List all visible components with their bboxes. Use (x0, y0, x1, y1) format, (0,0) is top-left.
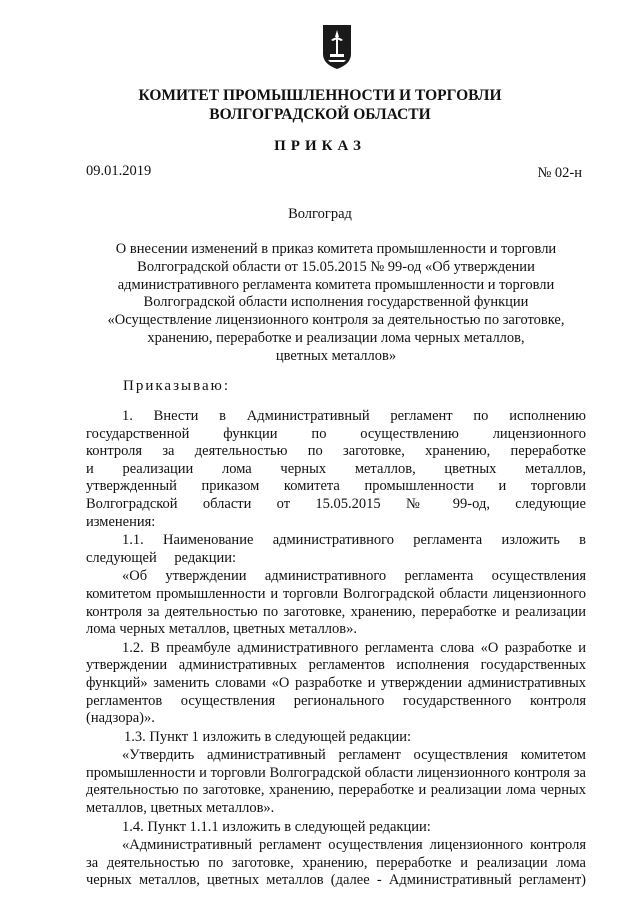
subject-line: цветных металлов» (275, 347, 397, 364)
subject-line: «Осуществление лицензионного контроля за деятельностью по заготовке, (107, 312, 565, 329)
subject-line: Волгоградской области от 15.05.2015 № 99-од «Об утверждении (137, 258, 535, 275)
document-number: № 02-н (537, 165, 582, 181)
paragraph-1: 1. Внести в Административный регламент по исполнению государственной функции по осуществлению лицензионного контроля за деятельностью по заготовке, хранению, переработке и реализации лома черных металлов, цветных металлов, утвержденный приказом комитета промышленности и торговли Волгоградской области от 15.05.2015 № 99-од, следующие изменения: (86, 408, 586, 530)
paragraph-1-3: 1.3. Пункт 1 изложить в следующей редакции: (124, 728, 412, 745)
volgograd-coat-of-arms-icon (322, 24, 352, 70)
document-date: 09.01.2019 (86, 163, 152, 179)
organization-name-line-1: КОМИТЕТ ПРОМЫШЛЕННОСТИ И ТОРГОВЛИ (138, 87, 502, 104)
paragraph-1-4-text: «Административный регламент осуществления лицензионного контроля за деятельностью по заготовке, хранению, переработке и реализации лома черных металлов, цветных металлов (далее - Административный регламент) (86, 837, 586, 889)
document-subject (86, 241, 586, 366)
subject-line: административного регламента комитета промышленности и торговли (117, 276, 555, 293)
paragraph-1-4: 1.4. Пункт 1.1.1 изложить в следующей редакции: (122, 818, 431, 835)
subject-line: О внесении изменений в приказ комитета промышленности и торговли (115, 241, 557, 257)
organization-name-line-2: ВОЛГОГРАДСКОЙ ОБЛАСТИ (209, 106, 431, 123)
document-city: Волгоград (288, 206, 352, 222)
paragraph-1-1-text: «Об утверждении административного регламента осуществления комитетом промышленности и торговли Волгоградской области лицензионного контроля за деятельностью по заготовке, хранению, переработке и реализации лома черных металлов, цветных металлов». (86, 568, 586, 638)
paragraph-1-2: 1.2. В преамбуле административного регламента слова «О разработке и утверждении административных регламентов исполнения государственных функций» заменить словами «О разработке и утверждении административных регламентов осуществления регионального государственного контроля (надзора)». (86, 639, 586, 727)
document-body (86, 408, 586, 891)
subject-line: хранению, переработке и реализации лома черных металлов, (147, 329, 525, 346)
orders-heading: Приказываю: (123, 378, 230, 394)
document-type-title: ПРИКАЗ (274, 138, 366, 154)
paragraph-1-3-text: «Утвердить административный регламент осуществления комитетом промышленности и торговли Волгоградской области лицензионного контроля за деятельностью по заготовке, хранению, переработке и реализации лома черных металлов, цветных металлов». (86, 747, 586, 817)
paragraph-1-1: 1.1. Наименование административного регламента изложить в следующей редакции: (86, 532, 586, 566)
subject-line: Волгоградской области исполнения государственной функции (143, 294, 529, 311)
